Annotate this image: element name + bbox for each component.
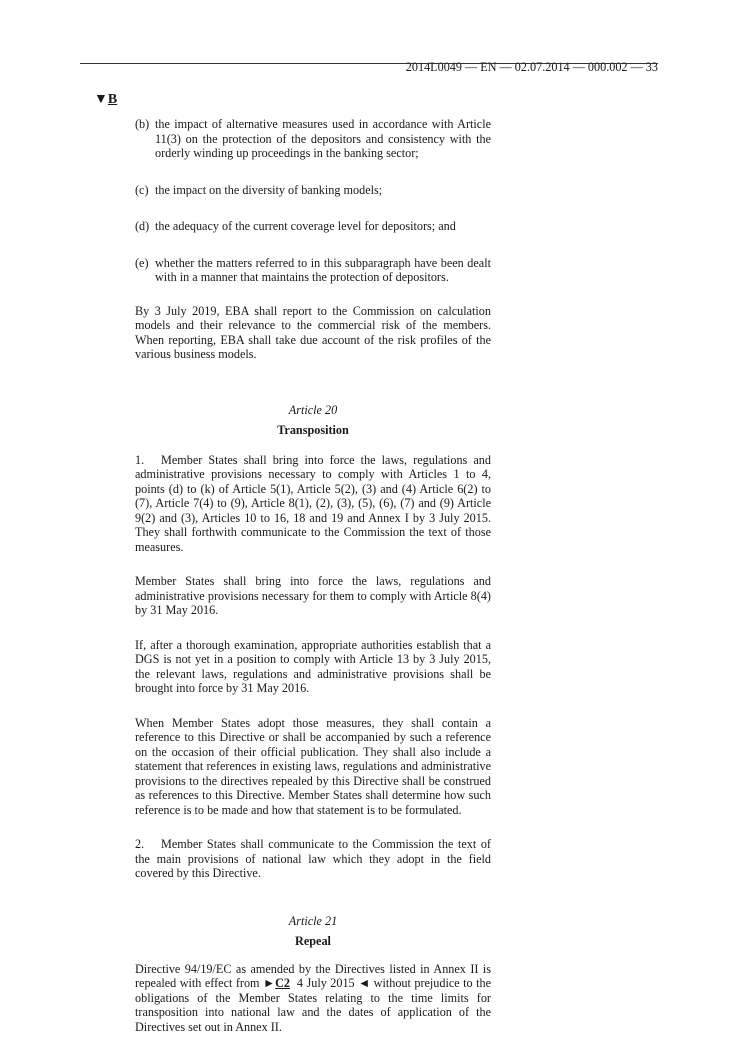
amendment-reference-link[interactable]: C2: [275, 976, 290, 990]
list-item-label: (c): [135, 182, 149, 197]
list-item: [135, 256, 491, 285]
article-20-paragraph-2: [135, 837, 491, 881]
list-item-text: the impact of alternative measures used in accordance with Article 11(3) on the protection of the depositors and consistency with the orderly winding up proceedings in the banking sector;: [155, 117, 491, 160]
marker-arrow-icon: ▼: [94, 92, 108, 107]
amendment-close-icon: ◄: [358, 976, 371, 990]
list-item: [135, 117, 491, 161]
paragraph-number: 2.: [135, 837, 145, 851]
paragraph-number: 1.: [135, 452, 145, 467]
list-item-text: the adequacy of the current coverage level for depositors; and: [155, 219, 456, 233]
list-item-label: (d): [135, 219, 150, 233]
amendment-open-icon: ►: [263, 976, 276, 990]
amendment-marker: [94, 92, 117, 108]
article-20-paragraph-1: [135, 453, 491, 555]
marker-label: B: [107, 92, 118, 107]
list-item-text: whether the matters referred to in this subparagraph have been dealt with in a manner that maintains the protection of depositors.: [155, 255, 491, 284]
paragraph-text: Member States shall communicate to the Commission the text of the main provisions of national law which they adopt in the field covered by this Directive.: [135, 837, 491, 880]
list-item: [135, 183, 491, 198]
article-20-paragraph-1c: If, after a thorough examination, appropriate authorities establish that a DGS is not yet in a position to comply with Article 13 by 3 July 2015, the relevant laws, regulations and administrative provisions shall be brought into force by 31 May 2016.: [135, 637, 491, 695]
article-21-number: Article 21: [288, 913, 338, 928]
eba-report-paragraph: By 3 July 2019, EBA shall report to the Commission on calculation models and their relevance to the commercial risk of the members. When reporting, EBA shall take due account of the risk profiles of the various business models.: [135, 303, 491, 361]
paragraph-text: Member States shall bring into force the laws, regulations and administrative provisions necessary to comply with Articles 1 to 4, points (d) to (k) of Article 5(1), Article 5(2), (3) and (4) Article 6(2) to (7), Article 7(4) to (9), Article 8(1), (2), (3), (5), (6), (7) and (9) Article 9(2) and (3), Articles 10 to 16, 18 and 19 and Annex I by 3 July 2015. They shall forthwith communicate to the Commission the text of those measures.: [135, 452, 491, 554]
list-item: [135, 219, 491, 234]
article-20-title: Transposition: [277, 423, 349, 437]
list-item-text: the impact on the diversity of banking models;: [155, 182, 383, 197]
article-20-paragraph-1d: When Member States adopt those measures, they shall contain a reference to this Directive or shall be accompanied by such a reference on the occasion of their official publication. They shall also include a statement that references in existing laws, regulations and administrative provisions to the directives repealed by this Directive shall be construed as references to this Directive. Member States shall determine how such reference is to be made and how that statement is to be formulated.: [135, 715, 491, 817]
article-21-paragraph: Directive 94/19/EC as amended by the Directives listed in Annex II is repealed with effect from ►C2 4 July 2015 ◄ without prejudice to the obligations of the Member States relating to the time limits for transposition into national law and the dates of application of the Directives set out in Annex II.: [135, 961, 491, 1034]
header-rule: [80, 63, 658, 64]
list-item-label: (b): [135, 117, 150, 131]
header-doc-reference: 2014L0049 — EN — 02.07.2014 — 000.002 — 33: [405, 60, 658, 74]
article-21-title: Repeal: [295, 934, 331, 948]
document-body: [135, 117, 491, 1034]
list-item-label: (e): [135, 255, 149, 270]
article-20-paragraph-1b: Member States shall bring into force the laws, regulations and administrative provisions necessary for them to comply with Article 8(4) by 31 May 2016.: [135, 574, 491, 617]
article-20-number: Article 20: [288, 402, 338, 417]
